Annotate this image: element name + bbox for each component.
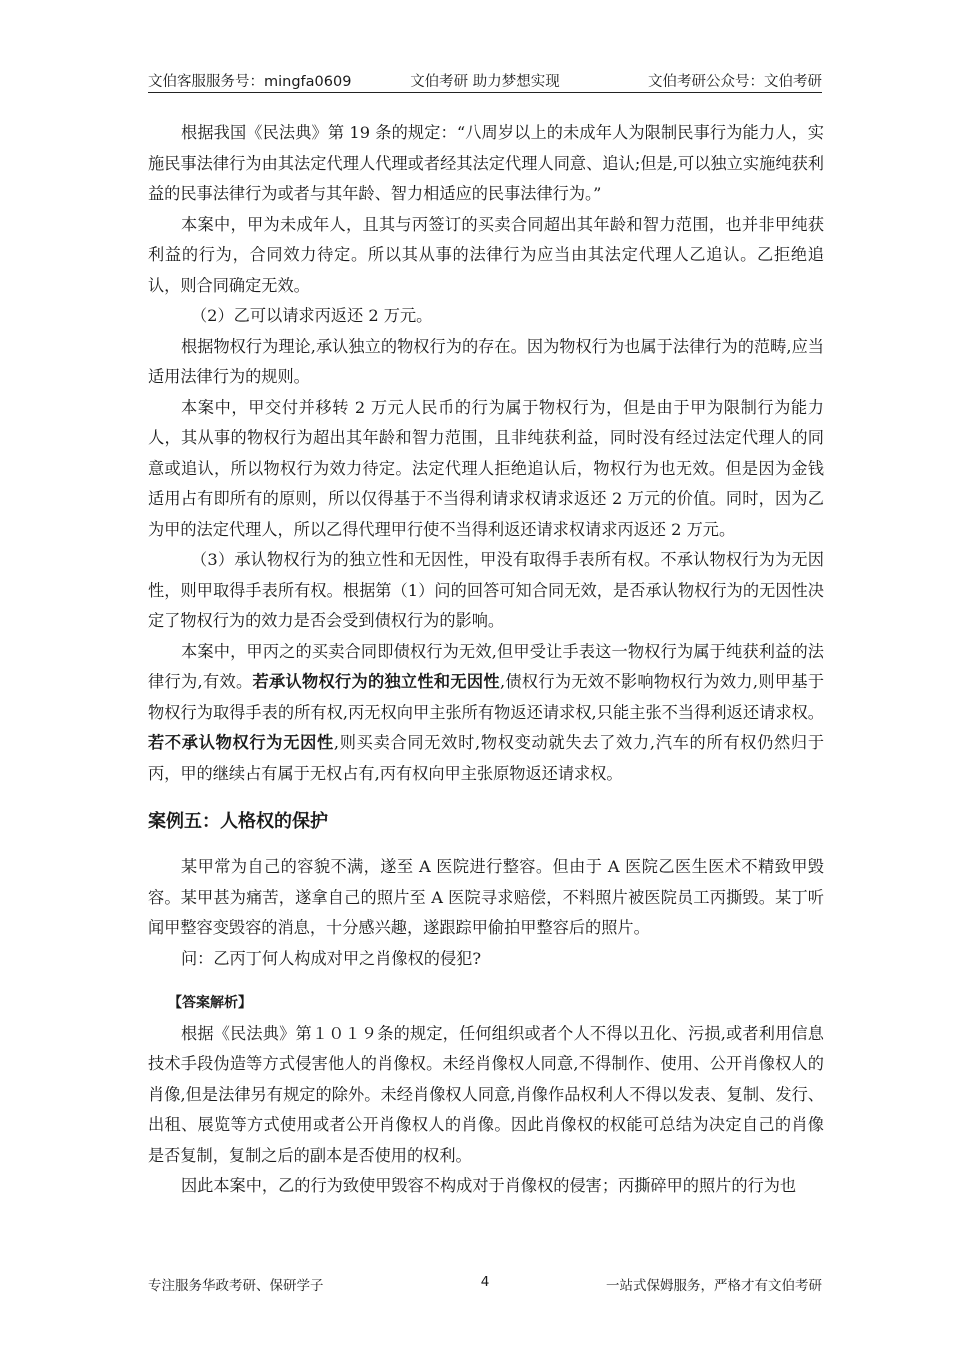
paragraph-case-facts: 某甲常为自己的容貌不满，遂至 A 医院进行整容。但由于 A 医院乙医生医术不精致甲毁容。某甲甚为痛苦，遂拿自己的照片至 A 医院寻求赔偿，不料照片被医院员工丙撕毁。某丁听闻甲整容变毁容的消息，十分感兴趣，遂跟踪甲偷拍甲整容后的照片。 — [148, 857, 824, 937]
section-heading: 案例五：人格权的保护 — [148, 811, 328, 832]
paragraph-text: ,债权行为无效不影响物权行为效力,则甲基于物权行为取得手表的所有权,丙无权向甲主张所有物返还请求权,只能主张不当得利返还请求权。 — [148, 672, 825, 722]
spacer — [148, 974, 824, 988]
bold-phrase: 若承认物权行为的独立性和无因性 — [252, 672, 500, 691]
paragraph-answer-3: （3）承认物权行为的独立性和无因性，甲没有取得手表所有权。不承认物权行为为无因性，则甲取得手表所有权。根据第（1）问的回答可知合同无效，是否承认物权行为的无因性决定了物权行为的效力是否会受到债权行为的影响。 — [148, 550, 824, 630]
paragraph-conclusion: 因此本案中，乙的行为致使甲毁容不构成对于肖像权的侵害；丙撕碎甲的照片的行为也 — [181, 1176, 797, 1195]
paragraph-real-right-theory: 根据物权行为理论,承认独立的物权行为的存在。因为物权行为也属于法律行为的范畴,应当适用法律行为的规则。 — [148, 336, 824, 386]
paragraph-civil-code-article-1019: 根据《民法典》第１０１９条的规定，任何组织或者个人不得以丑化、污损,或者利用信息技术手段伪造等方式侵害他人的肖像权。未经肖像权人同意,不得制作、使用、公开肖像权人的肖像,但是法律另有规定的除外。未经肖像权人同意,肖像作品权利人不得以发表、复制、发行、出租、展览等方式使用或者公开肖像权人的肖像。因此肖像权的权能可总结为决定自己的肖像是否复制，复制之后的副本是否使用的权利。 — [148, 1023, 824, 1165]
paragraph-case-analysis-payment: 本案中，甲交付并移转 2 万元人民币的行为属于物权行为，但是由于甲为限制行为能力人，其从事的物权行为超出其年龄和智力范围，且非纯获利益，同时没有经过法定代理人的同意或追认，所以物权行为效力待定。法定代理人拒绝追认后，物权行为也无效。但是因为金钱适用占有即所有的原则，所以仅得基于不当得利请求权请求返还 2 万元的价值。同时，因为乙为甲的法定代理人，所以乙得代理甲行使不当得利返还请求权请求丙返还 2 万元。 — [148, 397, 824, 539]
header-service-account: 文伯客服服务号：mingfa0609 — [148, 74, 352, 90]
paragraph-case-analysis-watch — [148, 637, 824, 790]
footer-right-text: 一站式保姆服务，严格才有文伯考研 — [606, 1278, 822, 1294]
answer-analysis-label: 【答案解析】 — [168, 995, 252, 1011]
page-number: 4 — [480, 1274, 490, 1290]
page-header — [148, 68, 822, 93]
page-content — [148, 118, 824, 1202]
paragraph-case-analysis-contract: 本案中，甲为未成年人，且其与丙签订的买卖合同超出其年龄和智力范围，也并非甲纯获利益的行为，合同效力待定。所以其从事的法律行为应当由其法定代理人乙追认。乙拒绝追认，则合同确定无效。 — [148, 214, 824, 295]
paragraph-civil-code-article-19: 根据我国《民法典》第 19 条的规定：“八周岁以上的未成年人为限制民事行为能力人，实施民事法律行为由其法定代理人代理或者经其法定代理人同意、追认;但是,可以独立实施纯获利益的民事法律行为或者与其年龄、智力相适应的民事法律行为。” — [148, 123, 824, 203]
header-public-account: 文伯考研公众号：文伯考研 — [648, 74, 822, 90]
paragraph-question: 问：乙丙丁何人构成对甲之肖像权的侵犯? — [181, 948, 482, 968]
paragraph-text: 本案中，甲丙之的买卖合同即债权行为无效,但甲受让手表这一物权行为属于纯获利益的法律行为,有效。 — [148, 641, 824, 691]
paragraph-answer-2: （2）乙可以请求丙返还 2 万元。 — [191, 306, 433, 325]
header-slogan: 文伯考研 助力梦想实现 — [410, 74, 560, 90]
footer-left-text: 专注服务华政考研、保研学子 — [148, 1278, 324, 1294]
page-footer — [148, 1274, 822, 1294]
bold-phrase: 若不承认物权行为无因性 — [148, 733, 334, 752]
paragraph-text: ,则买卖合同无效时,物权变动就失去了效力,汽车的所有权仍然归于丙，甲的继续占有属于无权占有,丙有权向甲主张原物返还请求权。 — [148, 733, 825, 783]
